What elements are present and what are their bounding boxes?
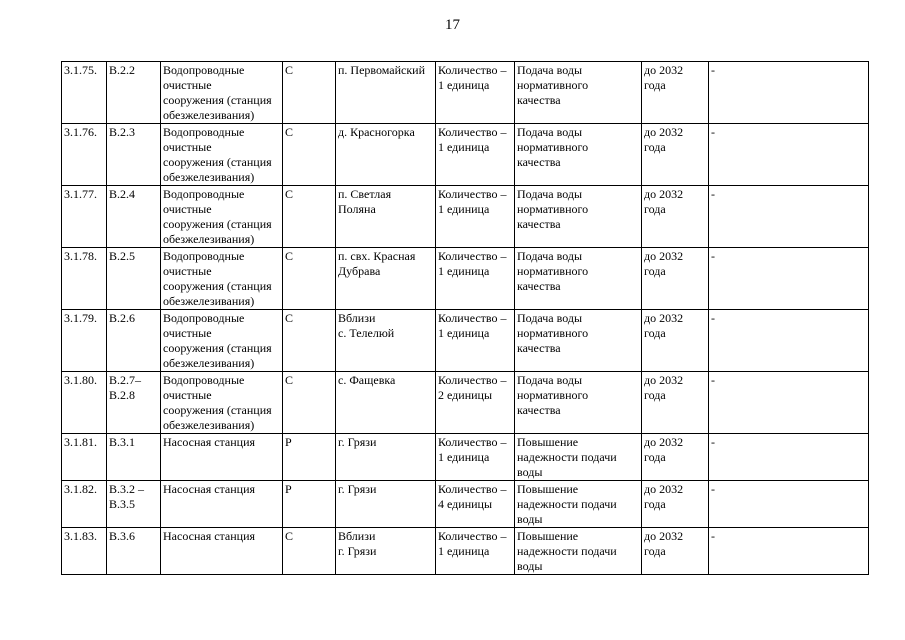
objects-table [61,61,869,575]
row-number-cell-text: 3.1.82. [64,482,97,496]
object-name-cell-text: Водопроводные очистные сооружения (станция обезжелезивания) [163,63,272,122]
location-cell [336,434,436,481]
note-cell-text: - [711,249,715,263]
purpose-cell [515,481,642,528]
row-number-cell-text: 3.1.78. [64,249,97,263]
deadline-cell [642,248,709,310]
deadline-cell [642,434,709,481]
purpose-cell [515,186,642,248]
object-code-cell [107,186,161,248]
page-number: 17 [445,17,460,33]
object-name-cell [161,62,283,124]
object-name-cell-text: Водопроводные очистные сооружения (станция обезжелезивания) [163,187,272,246]
location-cell-text: с. Фащевка [338,373,396,387]
object-type-cell [283,528,336,575]
deadline-cell [642,372,709,434]
object-name-cell [161,528,283,575]
object-type-cell-text: С [285,187,294,201]
note-cell [709,248,869,310]
object-name-cell [161,248,283,310]
quantity-cell [436,186,515,248]
location-cell-text: г. Грязи [338,435,377,449]
object-name-cell-text: Водопроводные очистные сооружения (станция обезжелезивания) [163,125,272,184]
object-type-cell [283,248,336,310]
object-code-cell [107,372,161,434]
object-type-cell-text: Р [285,435,292,449]
purpose-cell [515,62,642,124]
quantity-cell [436,481,515,528]
object-type-cell [283,481,336,528]
deadline-cell-text: до 2032 года [644,529,684,558]
object-code-cell-text: В.2.6 [109,311,136,325]
location-cell [336,372,436,434]
object-name-cell-text: Насосная станция [163,529,256,543]
deadline-cell [642,481,709,528]
object-code-cell [107,248,161,310]
quantity-cell [436,124,515,186]
table-row [62,62,869,124]
object-type-cell-text: С [285,529,294,543]
row-number-cell [62,124,107,186]
object-type-cell [283,310,336,372]
note-cell-text: - [711,125,715,139]
location-cell [336,124,436,186]
quantity-cell-text: Количество – 4 единицы [438,482,507,511]
table-row [62,372,869,434]
row-number-cell-text: 3.1.75. [64,63,97,77]
object-type-cell [283,434,336,481]
quantity-cell-text: Количество – 1 единица [438,435,507,464]
row-number-cell-text: 3.1.77. [64,187,97,201]
row-number-cell [62,62,107,124]
quantity-cell [436,528,515,575]
object-code-cell [107,310,161,372]
location-cell-text: п. Светлая Поляна [338,187,392,216]
deadline-cell-text: до 2032 года [644,311,684,340]
quantity-cell-text: Количество – 1 единица [438,63,507,92]
note-cell-text: - [711,482,715,496]
quantity-cell [436,248,515,310]
purpose-cell-text: Повышение надежности подачи воды [517,435,617,479]
object-code-cell-text: В.2.7– В.2.8 [109,373,142,402]
object-type-cell [283,186,336,248]
deadline-cell-text: до 2032 года [644,125,684,154]
object-type-cell-text: С [285,311,294,325]
row-number-cell-text: 3.1.80. [64,373,97,387]
purpose-cell-text: Подача воды нормативного качества [517,63,589,107]
table-row [62,434,869,481]
quantity-cell-text: Количество – 1 единица [438,311,507,340]
location-cell-text: п. Первомайский [338,63,426,77]
purpose-cell-text: Подача воды нормативного качества [517,311,589,355]
note-cell-text: - [711,529,715,543]
location-cell [336,62,436,124]
quantity-cell-text: Количество – 1 единица [438,249,507,278]
object-code-cell-text: В.2.5 [109,249,136,263]
quantity-cell-text: Количество – 1 единица [438,529,507,558]
object-name-cell [161,124,283,186]
object-type-cell [283,124,336,186]
deadline-cell [642,186,709,248]
row-number-cell [62,372,107,434]
purpose-cell-text: Подача воды нормативного качества [517,187,589,231]
deadline-cell [642,124,709,186]
note-cell [709,372,869,434]
table-row [62,481,869,528]
deadline-cell [642,310,709,372]
quantity-cell [436,62,515,124]
deadline-cell [642,528,709,575]
object-type-cell [283,372,336,434]
note-cell-text: - [711,435,715,449]
object-type-cell-text: С [285,373,294,387]
purpose-cell-text: Подача воды нормативного качества [517,125,589,169]
table-row [62,248,869,310]
object-name-cell [161,372,283,434]
object-name-cell-text: Водопроводные очистные сооружения (станция обезжелезивания) [163,249,272,308]
object-name-cell [161,310,283,372]
object-code-cell [107,434,161,481]
row-number-cell [62,528,107,575]
location-cell-text: д. Красногорка [338,125,415,139]
deadline-cell-text: до 2032 года [644,435,684,464]
object-type-cell-text: С [285,249,294,263]
object-code-cell [107,62,161,124]
purpose-cell [515,248,642,310]
row-number-cell-text: 3.1.76. [64,125,97,139]
quantity-cell-text: Количество – 2 единицы [438,373,507,402]
purpose-cell-text: Повышение надежности подачи воды [517,529,617,573]
purpose-cell [515,124,642,186]
purpose-cell-text: Повышение надежности подачи воды [517,482,617,526]
row-number-cell [62,186,107,248]
object-name-cell [161,186,283,248]
table-body [62,62,869,575]
note-cell [709,62,869,124]
location-cell [336,310,436,372]
location-cell-text: п. свх. Красная Дубрава [338,249,416,278]
location-cell [336,528,436,575]
row-number-cell-text: 3.1.83. [64,529,97,543]
note-cell-text: - [711,373,715,387]
object-name-cell-text: Водопроводные очистные сооружения (станция обезжелезивания) [163,311,272,370]
table-row [62,124,869,186]
note-cell [709,310,869,372]
location-cell-text: Вблизи г. Грязи [338,529,377,558]
object-code-cell [107,124,161,186]
deadline-cell-text: до 2032 года [644,187,684,216]
object-type-cell [283,62,336,124]
purpose-cell [515,372,642,434]
location-cell [336,481,436,528]
object-code-cell-text: В.3.2 – В.3.5 [109,482,145,511]
deadline-cell-text: до 2032 года [644,63,684,92]
quantity-cell [436,434,515,481]
object-type-cell-text: С [285,63,294,77]
object-code-cell-text: В.3.1 [109,435,136,449]
table-row [62,310,869,372]
note-cell [709,481,869,528]
row-number-cell-text: 3.1.81. [64,435,97,449]
purpose-cell [515,310,642,372]
purpose-cell-text: Подача воды нормативного качества [517,373,589,417]
object-code-cell-text: В.2.3 [109,125,136,139]
purpose-cell [515,434,642,481]
deadline-cell-text: до 2032 года [644,482,684,511]
object-name-cell-text: Насосная станция [163,482,256,496]
object-type-cell-text: С [285,125,294,139]
purpose-cell-text: Подача воды нормативного качества [517,249,589,293]
location-cell [336,248,436,310]
object-name-cell-text: Насосная станция [163,435,256,449]
note-cell-text: - [711,311,715,325]
location-cell-text: г. Грязи [338,482,377,496]
deadline-cell-text: до 2032 года [644,249,684,278]
note-cell [709,434,869,481]
object-name-cell-text: Водопроводные очистные сооружения (станция обезжелезивания) [163,373,272,432]
row-number-cell [62,248,107,310]
quantity-cell [436,310,515,372]
object-code-cell-text: В.2.2 [109,63,136,77]
object-code-cell-text: В.3.6 [109,529,136,543]
object-type-cell-text: Р [285,482,292,496]
row-number-cell-text: 3.1.79. [64,311,97,325]
quantity-cell-text: Количество – 1 единица [438,187,507,216]
quantity-cell [436,372,515,434]
row-number-cell [62,310,107,372]
object-code-cell [107,481,161,528]
object-code-cell [107,528,161,575]
deadline-cell [642,62,709,124]
location-cell-text: Вблизи с. Телелюй [338,311,395,340]
quantity-cell-text: Количество – 1 единица [438,125,507,154]
table-row [62,186,869,248]
location-cell [336,186,436,248]
note-cell [709,528,869,575]
note-cell-text: - [711,187,715,201]
note-cell-text: - [711,63,715,77]
purpose-cell [515,528,642,575]
note-cell [709,124,869,186]
table-row [62,528,869,575]
object-name-cell [161,434,283,481]
object-code-cell-text: В.2.4 [109,187,136,201]
row-number-cell [62,481,107,528]
object-name-cell [161,481,283,528]
deadline-cell-text: до 2032 года [644,373,684,402]
row-number-cell [62,434,107,481]
note-cell [709,186,869,248]
